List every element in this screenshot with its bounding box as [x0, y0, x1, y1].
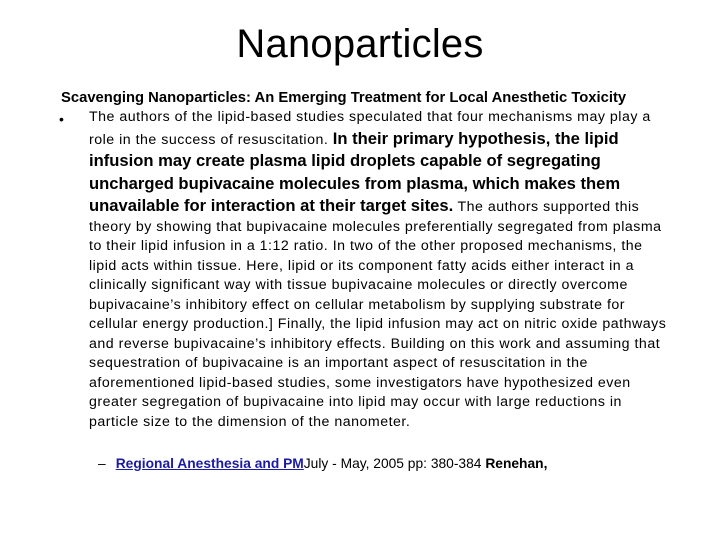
body-rest: The authors supported this theory by showing that bupivacaine molecules preferentially segregated from plasma to their lipid infusion in a 1:12 ratio. In two of the other proposed mechanisms, the lipid acts within tissue. Here, lipid or its component fatty acids either interact in a clinically significant way with tissue bupivacaine molecules or directly overcome bupivacaine’s inhibitory effect on cellular metabolism by supplying substrate for cellular energy production.] Finally, the lipid infusion may act on nitric oxide pathways and reverse bupivacaine’s inhibitory effects. Building on this work and assuming that sequestration of bupivacaine is an important aspect of resuscitation in the aforementioned lipid-based studies, some investigators have hypothesized even greater segregation of bupivacaine into lipid may occur with large reductions in particle size to the dimension of the nanometer.	[89, 199, 667, 430]
reference-author: Renehan,	[485, 456, 548, 471]
article-title: Scavenging Nanoparticles: An Emerging Treatment for Local Anesthetic Toxicity	[61, 90, 627, 106]
body-text	[89, 108, 671, 432]
reference-dash: –	[98, 456, 106, 471]
body-paragraph	[89, 108, 671, 432]
slide-title: Nanoparticles	[236, 22, 484, 66]
journal-link[interactable]: Regional Anesthesia and PM	[115, 456, 304, 471]
reference-date-pages: July - May, 2005 pp: 380-384	[303, 456, 482, 471]
body-emphasis: In their primary hypothesis, the lipid infusion may create plasma lipid droplets capable of segregating uncharged bupivacaine molecules from plasma, which makes them unavailable for interaction at their target sites.	[89, 128, 621, 215]
reference-line	[98, 454, 708, 474]
bullet-marker: •	[59, 111, 64, 127]
body-intro: The authors of the lipid-based studies speculated that four mechanisms may play a role in the success of resuscitation.	[89, 109, 651, 148]
